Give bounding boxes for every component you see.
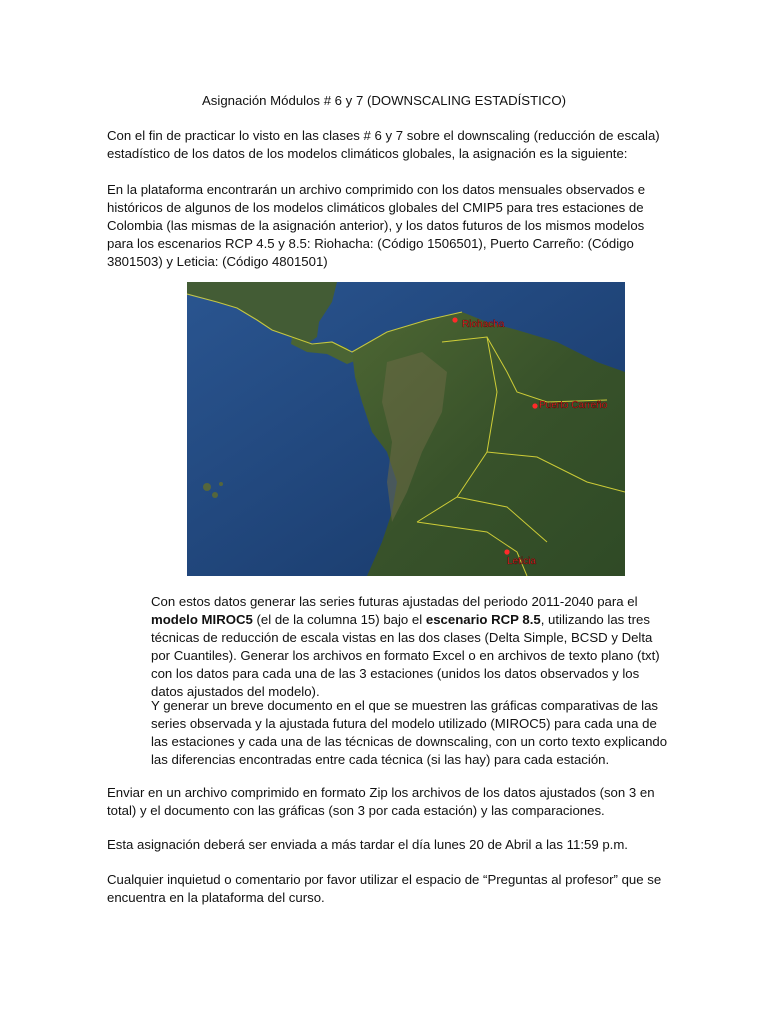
task1-text-1: Con estos datos generar las series futuras ajustadas del periodo 2011-2040 para el (151, 594, 638, 609)
task1-paragraph (151, 593, 671, 701)
riohacha-marker (452, 317, 457, 322)
task1-text-3: , utilizando las tres técnicas de reducción de escala vistas en las dos clases (Delta Simple, BCSD y Delta por Cuantiles). Generar los archivos en formato Excel o en archivos de texto plano (txt) con los datos para cada una de las 3 estaciones (unidos los datos observados y los datos ajustados del modelo). (151, 612, 660, 699)
leticia-marker (504, 549, 509, 554)
map-island (219, 482, 223, 486)
deadline-paragraph: Esta asignación deberá ser enviada a más tardar el día lunes 20 de Abril a las 11:59 p.m. (107, 837, 628, 852)
riohacha-label: Riohacha (462, 319, 505, 330)
contact-paragraph: Cualquier inquietud o comentario por favor utilizar el espacio de “Preguntas al profesor” que se encuentra en la plataforma del curso. (107, 872, 662, 905)
task1-bold-model: modelo MIROC5 (151, 612, 253, 627)
task2-paragraph: Y generar un breve documento en el que se muestren las gráficas comparativas de las series observada y la ajustada futura del modelo utilizado (MIROC5) para cada una de las estaciones y cada una de las técnicas de downscaling, con un corto texto explicando las diferencias encontradas entre cada técnica (si las hay) para cada estación. (151, 698, 668, 767)
intro-paragraph: Con el fin de practicar lo visto en las clases # 6 y 7 sobre el downscaling (reducción de escala) estadístico de los datos de los modelos climáticos globales, la asignación es la siguiente: (107, 128, 660, 161)
platform-paragraph: En la plataforma encontrarán un archivo comprimido con los datos mensuales observados e históricos de algunos de los modelos climáticos globales del CMIP5 para tres estaciones de Colombia (las mismas de la asignación anterior), y los datos futuros de los mismos modelos para los escenarios RCP 4.5 y 8.5: Riohacha: (Código 1506501), Puerto Carreño: (Código 3801503) y Leticia: (Código 4801501) (107, 182, 646, 269)
task1-bold-scenario: escenario RCP 8.5 (425, 612, 541, 627)
task1-text-2: (el de la columna 15) bajo el (252, 612, 426, 627)
document-title: Asignación Módulos # 6 y 7 (DOWNSCALING ESTADÍSTICO) (202, 93, 566, 108)
satellite-map-image (187, 282, 625, 576)
leticia-label: Leticia (507, 556, 536, 567)
map-island (203, 483, 211, 491)
puerto-carreno-label: Puerto Carreño (539, 400, 608, 411)
submit-paragraph: Enviar en un archivo comprimido en formato Zip los archivos de los datos ajustados (son 3 en total) y el documento con las gráficas (son 3 por cada estación) y las comparaciones. (107, 785, 655, 818)
map-island (212, 492, 218, 498)
puerto-carreno-marker (532, 403, 537, 408)
